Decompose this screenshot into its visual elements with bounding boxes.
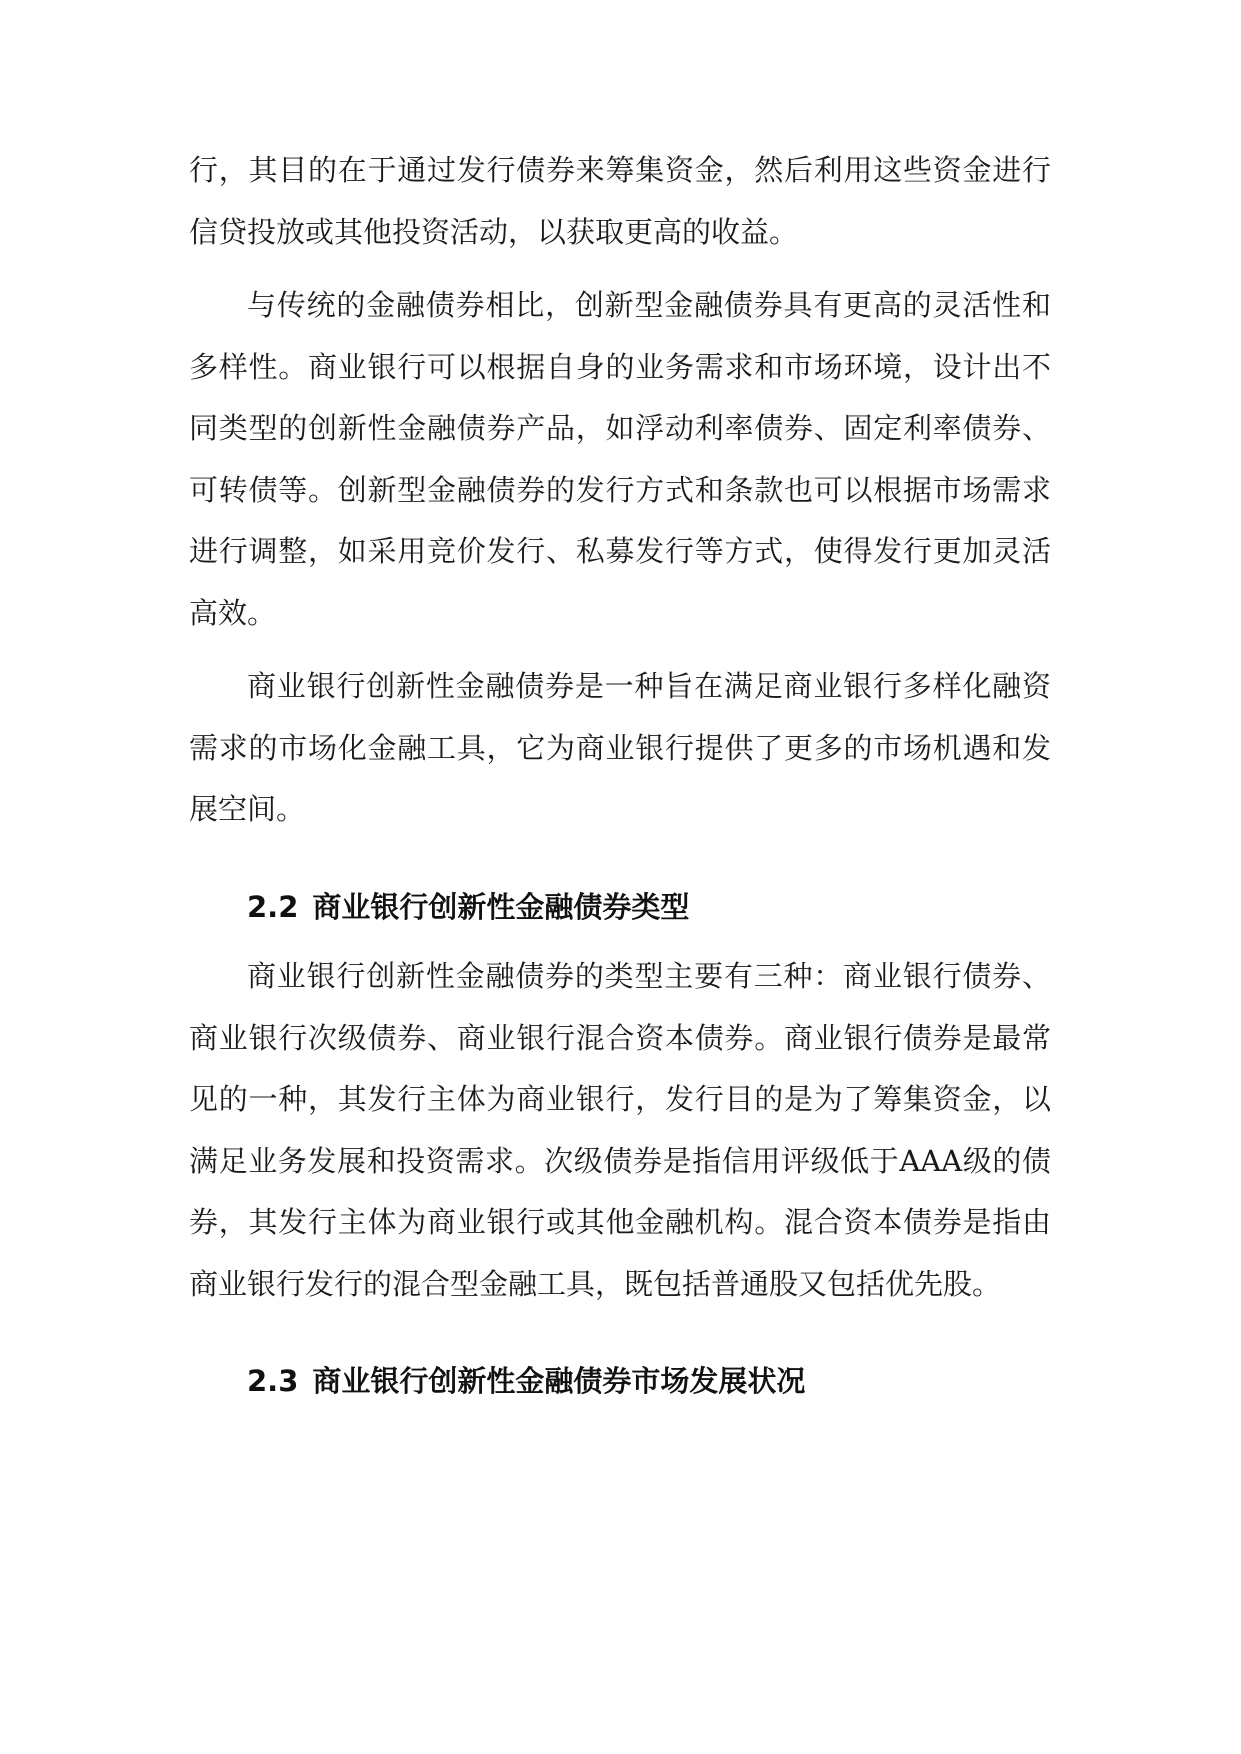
section-title: 商业银行创新性金融债券类型	[312, 889, 690, 924]
paragraph-innovative-bonds-summary: 商业银行创新性金融债券是一种旨在满足商业银行多样化融资需求的市场化金融工具，它为商业银行提供了更多的市场机遇和发展空间。	[189, 669, 1051, 826]
document-body	[189, 140, 1051, 1421]
paragraph-continued: 行，其目的在于通过发行债券来筹集资金，然后利用这些资金进行信贷投放或其他投资活动，以获取更高的收益。	[189, 153, 1051, 249]
section-heading-2-2	[189, 877, 1051, 939]
section-number: 2.2	[247, 889, 299, 924]
paragraph-bond-types: 商业银行创新性金融债券的类型主要有三种：商业银行债券、商业银行次级债券、商业银行混合资本债券。商业银行债券是最常见的一种，其发行主体为商业银行，发行目的是为了筹集资金，以满足业务发展和投资需求。次级债券是指信用评级低于AAA级的债券，其发行主体为商业银行或其他金融机构。混合资本债券是指由商业银行发行的混合型金融工具，既包括普通股又包括优先股。	[189, 959, 1051, 1301]
section-heading-2-3	[189, 1351, 1051, 1413]
section-number: 2.3	[247, 1364, 299, 1398]
paragraph-innovative-bonds-flexibility: 与传统的金融债券相比，创新型金融债券具有更高的灵活性和多样性。商业银行可以根据自身的业务需求和市场环境，设计出不同类型的创新性金融债券产品，如浮动利率债券、固定利率债券、可转债等。创新型金融债券的发行方式和条款也可以根据市场需求进行调整，如采用竞价发行、私募发行等方式，使得发行更加灵活高效。	[189, 288, 1051, 630]
section-title: 商业银行创新性金融债券市场发展状况	[312, 1364, 806, 1398]
